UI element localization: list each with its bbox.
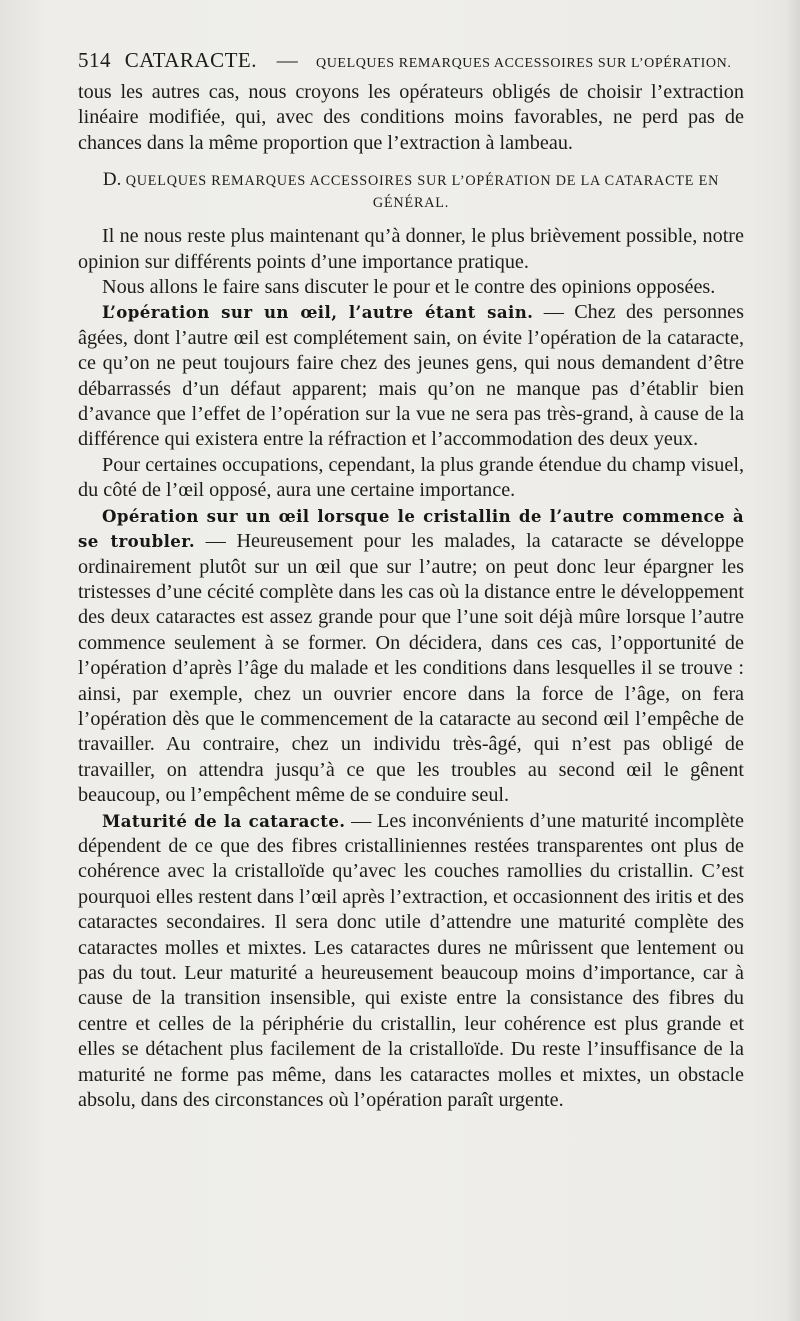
- paragraph-oeil-trouble: [78, 504, 744, 809]
- run-in-heading-maturite: Maturité de la cataracte.: [102, 810, 346, 831]
- header-title: CATARACTE.: [124, 48, 257, 72]
- page-edge-shadow: [786, 0, 800, 1321]
- header-dash: —: [276, 48, 299, 72]
- section-title: QUELQUES REMARQUES ACCESSOIRES SUR L’OPÉRATION DE LA CATARACTE EN GÉNÉRAL.: [125, 173, 720, 212]
- body-text: [78, 80, 744, 1113]
- intro-paragraph: Il ne nous reste plus maintenant qu’à donner, le plus brièvement possible, notre opinion sur différents points d’une importance pratique.: [78, 225, 744, 273]
- section-heading: [78, 169, 744, 214]
- paragraph-text-oeil-trouble: — Heureusement pour les malades, la cataracte se développe ordinairement plutôt sur un œil que sur l’autre; on peut donc leur épargner les tristesses d’une cécité complète dans les cas où la distance entre le développement des deux cataractes est assez grande pour que l’une soit déjà mûre lorsque l’autre commence seulement à se former. On décidera, dans ces cas, l’opportunité de l’opération d’après l’âge du malade et les conditions dans lesquelles il se trouve : ainsi, par exemple, chez un ouvrier encore dans la force de l’âge, on fera l’opération dès que le commencement de la cataracte au second œil l’empêche de travailler. Au contraire, chez un individu très-âgé, qui n’est pas obligé de travailler, on attendra jusqu’à ce que les troubles au second œil le gênent beaucoup, ou l’empêchent même de se conduire seul.: [78, 530, 744, 807]
- paragraph-text-maturite: — Les inconvénients d’une maturité incomplète dépendent de ce que des fibres cristalliniennes restées transparentes ont plus de cohérence avec la cristalloïde qu’avec les couches ramollies du cristallin. C’est pourquoi elles restent dans l’œil après l’extraction, et occasionnent des iritis et des cataractes secondaires. Il sera donc utile d’attendre une maturité complète des cataractes molles et mixtes. Les cataractes dures ne mûrissent que lentement ou pas du tout. Leur maturité a heureusement beaucoup moins d’importance, car à cause de la transition insensible, qui existe entre la consistance des fibres du centre et celles de la périphérie du cristallin, leur cohérence est plus grande et elles se détachent plus facilement de la cristalloïde. Du reste l’insuffisance de la maturité ne forme pas même, dans les cataractes molles et mixtes, un obstacle absolu, dans des circonstances où l’opération paraît urgente.: [78, 809, 744, 1112]
- page-number: 514: [78, 48, 111, 72]
- run-in-heading-oeil-trouble: Opération sur un œil lorsque le cristallin de l’autre commence à se troubler.: [78, 505, 744, 552]
- running-header: [78, 48, 748, 74]
- paragraph-oeil-sain: [78, 300, 744, 452]
- section-letter: D.: [102, 169, 122, 191]
- continuation-paragraph: tous les autres cas, nous croyons les opérateurs obligés de choisir l’extraction linéaire modifiée, qui, avec des conditions moins favorables, ne perd pas de chances dans la même proportion que l’extraction à lambeau.: [78, 81, 744, 154]
- run-in-heading-oeil-sain: L’opération sur un œil, l’autre étant sain.: [102, 302, 534, 323]
- paragraph-maturite: [78, 809, 744, 1114]
- paragraph-occupations: Pour certaines occupations, cependant, la plus grande étendue du champ visuel, du côté de l’œil opposé, aura une certaine importance.: [78, 453, 744, 502]
- intro-paragraph-2: Nous allons le faire sans discuter le pour et le contre des opinions opposées.: [102, 276, 716, 299]
- header-subtitle: QUELQUES REMARQUES ACCESSOIRES SUR L’OPÉRATION.: [316, 56, 732, 71]
- paragraph-text-oeil-sain: — Chez des personnes âgées, dont l’autre œil est complétement sain, on évite l’opération de la cataracte, ce qu’on ne peut toujours faire chez des jeunes gens, qui nous demandent d’être débarrassés d’un défaut apparent; mais qu’on ne manque pas d’établir bien d’avance que l’effet de l’opération sur la vue ne sera pas très-grand, à cause de la différence qui existera entre la réfraction et l’accommodation des deux yeux.: [78, 301, 744, 451]
